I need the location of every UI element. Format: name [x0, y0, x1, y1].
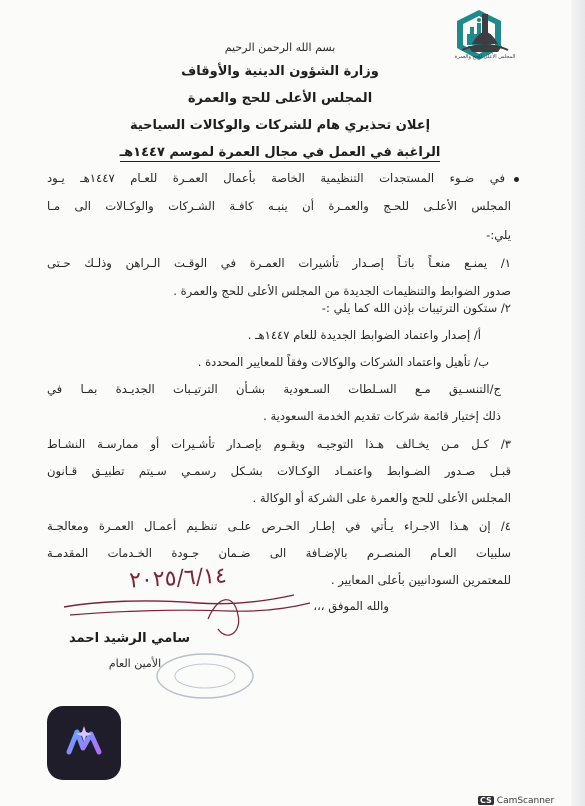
item-2-sub-c-cont: ذلك إختيار قائمة شركات تقديم الخدمة السعودية .	[263, 409, 501, 423]
assistant-app-icon[interactable]	[47, 706, 121, 780]
scan-edge-shadow	[571, 0, 585, 806]
item-3-line: المجلس الأعلى للحج والعمرة على الشركة أو الوكالة .	[252, 491, 511, 505]
item-2-sub-c: ج/التنسـيق مـع السـلطات السـعودية بشـأن الترتيـبات الجديـدة بمـا في	[47, 382, 501, 396]
notice-title: إعلان تحذيري هام للشركات والوكالات السياحية	[129, 118, 431, 133]
council-title: المجلس الأعلى للحج والعمرة	[187, 91, 373, 106]
item-4-line: ٤/ إن هـذا الاجـراء يـأتي في إطـار الحـرص علـى تنظـيم أعمـال العمـرة ومعالجـة	[47, 519, 511, 533]
ministry-emblem-icon	[454, 10, 516, 64]
left-logo-caption: المجلس الأعلى للحج والعمرة	[454, 54, 516, 60]
item-2-heading: ٢/ ستكون الترتيبات بإذن الله كما يلي :-	[321, 301, 511, 315]
intro-line: المجلس الأعلـى للحـج والعمـرة أن ينبـه كافـة الشـركات والوكـالات الى مـا	[47, 199, 511, 213]
item-4-line: للمعتمرين السودانيين بأعلى المعايير .	[330, 573, 511, 587]
item-2-sub-a: أ/ إصدار واعتماد الضوابط الجديدة للعام ١٤٤٧هـ .	[247, 328, 481, 342]
intro-bullet	[514, 177, 519, 182]
item-1-line: صدور الضوابط والتنظيمات الجديدة من المجلس الأعلى للحج والعمرة .	[173, 284, 511, 298]
item-1-line: ١/ يمنـع منعـاً باتـاً إصـدار تأشيرات العمـرة في الوقـت الـراهن وذلـك حـتى	[47, 256, 511, 270]
signatory-name: سامي الرشيد احمد	[69, 631, 190, 646]
intro-line: يلي:-	[486, 228, 511, 242]
camscanner-watermark: CS CamScanner	[480, 796, 555, 806]
item-4-line: سلبيات العـام المنصـرم بالإضـافة الى ضـمان جـودة الخـدمات المقدمـة	[47, 546, 511, 560]
item-3-line: ٣/ كـل مـن يخـالف هـذا التوجيـه ويقـوم بإصـدار تأشـيرات أو ممارسـة النشـاط	[47, 437, 511, 451]
signatory-title: الأمين العام	[108, 657, 162, 670]
item-3-line: قبـل صـدور الضـوابط واعتمـاد الوكـالات بشـكل رسمـي سـيتم تطبيـق قـانون	[47, 464, 511, 478]
basmala: بسم الله الرحمن الرحيم	[224, 41, 336, 54]
ministry-title: وزارة الشؤون الدينية والأوقاف	[181, 64, 379, 79]
closing-text: والله الموفق ،،،	[313, 599, 389, 613]
handwritten-date: ٢٠٢٥/٦/١٤	[128, 563, 228, 594]
intro-line: في ضـوء المستجدات التنظيمية الخاصة بأعمال العمـرة للعـام ١٤٤٧هـ يـود	[47, 171, 505, 185]
item-2-sub-b: ب/ تأهيل واعتماد الشركات والوكالات وفقاً للمعايير المحددة .	[197, 355, 489, 369]
notice-subtitle: الراغبة في العمل في مجال العمرة لموسم ١٤٤٧هـ	[119, 145, 441, 160]
